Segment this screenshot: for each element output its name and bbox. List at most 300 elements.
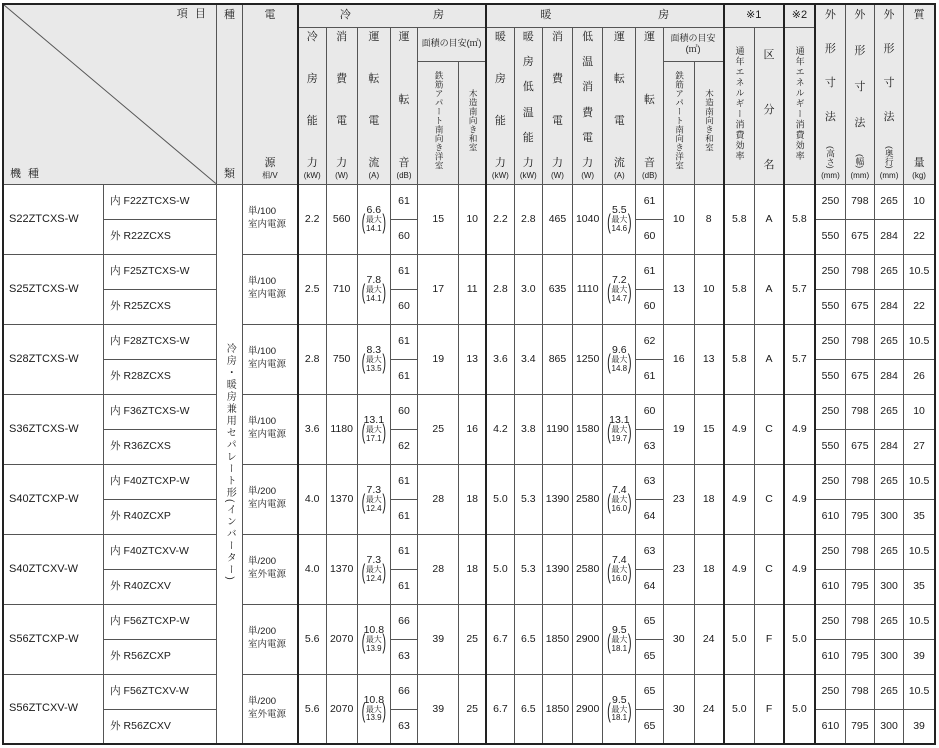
outdoor-unit-name: 外 R56ZCXP [104, 639, 217, 674]
header-class: 区 分 名 [755, 27, 784, 184]
cooling-power: 560 [326, 184, 357, 254]
type-header-label: 種 類 [223, 8, 235, 180]
spec-row-S25ZTCXS-W [3, 254, 935, 289]
header-cooling-area-steel: 鉄筋アパート南向き洋室 [418, 61, 459, 184]
depth-indoor: 265 [874, 464, 903, 499]
corner-model-label: 機 種 [10, 167, 42, 180]
apf1-value: 4.9 [724, 464, 755, 534]
indoor-unit-name: 内 F25ZTCXS-W [104, 254, 217, 289]
cooling-current: 7.8 ( 最大 14.1 ) [357, 254, 390, 324]
cooling-power: 2070 [326, 604, 357, 674]
depth-outdoor: 284 [874, 359, 903, 394]
header-dim-height [815, 4, 845, 184]
mass-outdoor: 35 [904, 499, 935, 534]
depth-outdoor: 284 [874, 219, 903, 254]
apf1-value: 5.0 [724, 674, 755, 744]
spec-table-body [3, 184, 935, 744]
heating-low-capacity: 3.8 [514, 394, 542, 464]
heating-area-wood: 10 [694, 254, 723, 324]
mass-outdoor: 22 [904, 219, 935, 254]
cooling-capacity: 4.0 [298, 534, 326, 604]
heating-noise-top: 61 [636, 254, 663, 289]
height-indoor: 250 [815, 604, 845, 639]
heating-area-wood: 18 [694, 534, 723, 604]
power-source: 単/200 室内電源 [243, 604, 298, 674]
cooling-noise-top: 61 [390, 534, 417, 569]
header-apf2-label: 通年エネルギー消費効率 [784, 27, 815, 184]
header-heating-power: 消 費 電 力 (W) [542, 27, 572, 184]
cooling-area-steel: 17 [418, 254, 459, 324]
cooling-noise-bottom: 60 [390, 219, 417, 254]
cooling-capacity: 4.0 [298, 464, 326, 534]
power-source: 単/200 室内電源 [243, 464, 298, 534]
cooling-capacity: 2.5 [298, 254, 326, 324]
heating-low-capacity: 6.5 [514, 604, 542, 674]
heating-capacity: 5.0 [486, 464, 514, 534]
cooling-noise-bottom: 61 [390, 499, 417, 534]
header-cooling-capacity: 冷 房 能 力 (kW) [298, 27, 326, 184]
depth-outdoor: 300 [874, 639, 903, 674]
heating-low-capacity: 5.3 [514, 534, 542, 604]
cooling-noise-top: 66 [390, 674, 417, 709]
depth-indoor: 265 [874, 324, 903, 359]
cooling-current: 8.3 ( 最大 13.5 ) [357, 324, 390, 394]
cooling-noise-top: 61 [390, 324, 417, 359]
heating-capacity: 4.2 [486, 394, 514, 464]
indoor-unit-name: 内 F36ZTCXS-W [104, 394, 217, 429]
mass-indoor: 10.5 [904, 464, 935, 499]
cooling-noise-bottom: 60 [390, 289, 417, 324]
heating-area-steel: 23 [663, 464, 694, 534]
spec-row-S22ZTCXS-W [3, 184, 935, 219]
header-power [243, 4, 298, 184]
depth-outdoor: 284 [874, 289, 903, 324]
mass-indoor: 10 [904, 394, 935, 429]
width-outdoor: 675 [845, 359, 874, 394]
mass-indoor: 10.5 [904, 534, 935, 569]
cooling-area-steel: 19 [418, 324, 459, 394]
heating-noise-top: 62 [636, 324, 663, 359]
class-value: C [755, 534, 784, 604]
mass-label: 質 量 [913, 8, 925, 169]
model-name: S56ZTCXV-W [3, 674, 104, 744]
mass-outdoor: 35 [904, 569, 935, 604]
height-outdoor: 610 [815, 709, 845, 744]
header-heating-noise: 運 転 音 (dB) [636, 27, 663, 184]
header-cooling-noise: 運 転 音 (dB) [390, 27, 417, 184]
dim-width-unit: (mm) [850, 170, 870, 180]
depth-indoor: 265 [874, 534, 903, 569]
header-mass [904, 4, 935, 184]
dim-depth-unit: (mm) [879, 170, 899, 180]
header-cooling-power: 消 費 電 力 (W) [326, 27, 357, 184]
class-value: C [755, 394, 784, 464]
depth-indoor: 265 [874, 604, 903, 639]
cooling-area-wood: 10 [459, 184, 486, 254]
width-indoor: 798 [845, 464, 874, 499]
cooling-area-steel: 28 [418, 464, 459, 534]
cooling-capacity: 5.6 [298, 674, 326, 744]
cooling-current: 10.8 ( 最大 13.9 ) [357, 674, 390, 744]
cooling-capacity: 3.6 [298, 394, 326, 464]
heating-low-capacity: 5.3 [514, 464, 542, 534]
model-name: S40ZTCXP-W [3, 464, 104, 534]
heating-capacity: 3.6 [486, 324, 514, 394]
apf1-value: 4.9 [724, 394, 755, 464]
width-indoor: 798 [845, 604, 874, 639]
width-outdoor: 795 [845, 569, 874, 604]
power-header-label: 電 源 [264, 8, 276, 169]
heating-noise-bottom: 65 [636, 709, 663, 744]
heating-noise-top: 60 [636, 394, 663, 429]
heating-power: 1850 [542, 674, 572, 744]
height-indoor: 250 [815, 324, 845, 359]
heating-capacity: 2.2 [486, 184, 514, 254]
diagonal-line [4, 5, 216, 184]
dim-depth-label: 外 形 寸 法 (奥行) [883, 8, 895, 169]
cooling-power: 2070 [326, 674, 357, 744]
header-heating-group [486, 4, 723, 27]
cooling-noise-top: 66 [390, 604, 417, 639]
class-value: C [755, 464, 784, 534]
power-source: 単/100 室内電源 [243, 394, 298, 464]
heating-current: 13.1 ( 最大 19.7 ) [603, 394, 636, 464]
spec-row-S40ZTCXP-W [3, 464, 935, 499]
width-indoor: 798 [845, 184, 874, 219]
power-source: 単/200 室外電源 [243, 534, 298, 604]
heating-noise-bottom: 63 [636, 429, 663, 464]
heating-noise-bottom: 64 [636, 569, 663, 604]
height-indoor: 250 [815, 184, 845, 219]
width-outdoor: 795 [845, 639, 874, 674]
heating-low-capacity: 3.4 [514, 324, 542, 394]
dim-width-label: 外 形 寸 法 (幅) [854, 8, 866, 169]
header-heating-capacity: 暖 房 能 力 (kW) [486, 27, 514, 184]
heating-power: 1390 [542, 534, 572, 604]
depth-outdoor: 300 [874, 499, 903, 534]
model-name: S25ZTCXS-W [3, 254, 104, 324]
mass-outdoor: 27 [904, 429, 935, 464]
type-label: 冷房・暖房兼用セパレート形(インバーター) [216, 184, 242, 744]
cooling-area-steel: 15 [418, 184, 459, 254]
heating-capacity: 5.0 [486, 534, 514, 604]
depth-indoor: 265 [874, 394, 903, 429]
header-apf1-mark: ※1 [724, 4, 784, 27]
heating-low-capacity: 2.8 [514, 184, 542, 254]
cooling-power: 1370 [326, 464, 357, 534]
heating-power: 465 [542, 184, 572, 254]
outdoor-unit-name: 外 R40ZCXV [104, 569, 217, 604]
heating-noise-bottom: 60 [636, 289, 663, 324]
apf2-value: 5.0 [784, 674, 815, 744]
depth-indoor: 265 [874, 184, 903, 219]
heating-noise-bottom: 64 [636, 499, 663, 534]
model-name: S22ZTCXS-W [3, 184, 104, 254]
apf1-value: 5.0 [724, 604, 755, 674]
heating-area-steel: 13 [663, 254, 694, 324]
heating-current: 7.4 ( 最大 16.0 ) [603, 534, 636, 604]
model-name: S40ZTCXV-W [3, 534, 104, 604]
heating-low-capacity: 3.0 [514, 254, 542, 324]
outdoor-unit-name: 外 R56ZCXV [104, 709, 217, 744]
depth-outdoor: 300 [874, 569, 903, 604]
cooling-area-steel: 28 [418, 534, 459, 604]
heating-low-power: 1580 [573, 394, 603, 464]
cooling-area-steel: 25 [418, 394, 459, 464]
height-indoor: 250 [815, 464, 845, 499]
mass-outdoor: 26 [904, 359, 935, 394]
heating-area-wood: 13 [694, 324, 723, 394]
height-indoor: 250 [815, 534, 845, 569]
indoor-unit-name: 内 F22ZTCXS-W [104, 184, 217, 219]
cooling-capacity: 2.8 [298, 324, 326, 394]
heating-group-label: 暖 房 [540, 9, 670, 22]
heating-area-steel: 10 [663, 184, 694, 254]
heating-power: 1190 [542, 394, 572, 464]
mass-unit: (kg) [912, 170, 926, 180]
height-indoor: 250 [815, 394, 845, 429]
heating-noise-top: 61 [636, 184, 663, 219]
mass-indoor: 10 [904, 184, 935, 219]
power-source: 単/100 室内電源 [243, 324, 298, 394]
dim-height-label: 外 形 寸 法 (高さ) [824, 8, 836, 169]
header-cooling-group [298, 4, 486, 27]
width-indoor: 798 [845, 394, 874, 429]
cooling-power: 750 [326, 324, 357, 394]
cooling-area-wood: 11 [459, 254, 486, 324]
header-heating-area-wood: 木造南向き和室 [694, 61, 723, 184]
height-outdoor: 610 [815, 639, 845, 674]
heating-current: 5.5 ( 最大 14.6 ) [603, 184, 636, 254]
apf2-value: 5.0 [784, 604, 815, 674]
header-heating-area-steel: 鉄筋アパート南向き洋室 [663, 61, 694, 184]
heating-low-power: 1250 [573, 324, 603, 394]
heating-low-capacity: 6.5 [514, 674, 542, 744]
depth-outdoor: 300 [874, 709, 903, 744]
cooling-power: 1180 [326, 394, 357, 464]
spec-table [2, 3, 936, 745]
mass-indoor: 10.5 [904, 324, 935, 359]
cooling-area-wood: 18 [459, 534, 486, 604]
heating-power: 1390 [542, 464, 572, 534]
cooling-capacity: 2.2 [298, 184, 326, 254]
corner-cell [3, 4, 216, 184]
mass-indoor: 10.5 [904, 254, 935, 289]
mass-indoor: 10.5 [904, 674, 935, 709]
header-cooling-area-wood: 木造南向き和室 [459, 61, 486, 184]
header-cooling-area: 面積の目安(㎡) [418, 27, 486, 61]
heating-area-steel: 23 [663, 534, 694, 604]
header-heating-current: 運 転 電 流 (A) [603, 27, 636, 184]
heating-noise-bottom: 61 [636, 359, 663, 394]
heating-area-wood: 24 [694, 674, 723, 744]
power-source: 単/100 室内電源 [243, 184, 298, 254]
power-source: 単/200 室外電源 [243, 674, 298, 744]
heating-area-wood: 8 [694, 184, 723, 254]
cooling-noise-top: 61 [390, 464, 417, 499]
class-value: A [755, 184, 784, 254]
cooling-noise-bottom: 63 [390, 639, 417, 674]
cooling-noise-top: 61 [390, 184, 417, 219]
heating-capacity: 6.7 [486, 604, 514, 674]
spec-row-S40ZTCXV-W [3, 534, 935, 569]
heating-low-power: 2900 [573, 674, 603, 744]
header-cooling-current: 運 転 電 流 (A) [357, 27, 390, 184]
class-value: A [755, 324, 784, 394]
outdoor-unit-name: 外 R40ZCXP [104, 499, 217, 534]
heating-noise-top: 63 [636, 534, 663, 569]
mass-outdoor: 22 [904, 289, 935, 324]
heating-current: 7.4 ( 最大 16.0 ) [603, 464, 636, 534]
heating-current: 9.6 ( 最大 14.8 ) [603, 324, 636, 394]
depth-indoor: 265 [874, 674, 903, 709]
model-name: S56ZTCXP-W [3, 604, 104, 674]
width-indoor: 798 [845, 324, 874, 359]
cooling-current: 6.6 ( 最大 14.1 ) [357, 184, 390, 254]
outdoor-unit-name: 外 R22ZCXS [104, 219, 217, 254]
cooling-noise-top: 60 [390, 394, 417, 429]
heating-noise-top: 65 [636, 604, 663, 639]
cooling-noise-top: 61 [390, 254, 417, 289]
heating-low-power: 1110 [573, 254, 603, 324]
height-outdoor: 550 [815, 289, 845, 324]
width-outdoor: 795 [845, 709, 874, 744]
cooling-area-steel: 39 [418, 674, 459, 744]
cooling-power: 710 [326, 254, 357, 324]
apf2-value: 5.8 [784, 184, 815, 254]
power-unit-label: 相/V [262, 170, 278, 180]
mass-outdoor: 39 [904, 639, 935, 674]
heating-area-wood: 24 [694, 604, 723, 674]
heating-noise-top: 63 [636, 464, 663, 499]
header-type [216, 4, 242, 184]
heating-area-wood: 18 [694, 464, 723, 534]
apf1-value: 5.8 [724, 254, 755, 324]
width-outdoor: 675 [845, 429, 874, 464]
apf1-value: 4.9 [724, 534, 755, 604]
spec-table-header [3, 4, 935, 184]
cooling-noise-bottom: 61 [390, 569, 417, 604]
cooling-area-steel: 39 [418, 604, 459, 674]
cooling-area-wood: 13 [459, 324, 486, 394]
height-outdoor: 550 [815, 359, 845, 394]
width-outdoor: 675 [845, 289, 874, 324]
cooling-noise-bottom: 63 [390, 709, 417, 744]
indoor-unit-name: 内 F40ZTCXP-W [104, 464, 217, 499]
cooling-area-wood: 16 [459, 394, 486, 464]
height-indoor: 250 [815, 674, 845, 709]
heating-area-steel: 30 [663, 674, 694, 744]
indoor-unit-name: 内 F28ZTCXS-W [104, 324, 217, 359]
width-outdoor: 675 [845, 219, 874, 254]
width-indoor: 798 [845, 674, 874, 709]
heating-power: 1850 [542, 604, 572, 674]
outdoor-unit-name: 外 R28ZCXS [104, 359, 217, 394]
cooling-noise-bottom: 61 [390, 359, 417, 394]
apf2-value: 5.7 [784, 324, 815, 394]
mass-indoor: 10.5 [904, 604, 935, 639]
cooling-noise-bottom: 62 [390, 429, 417, 464]
apf2-value: 4.9 [784, 394, 815, 464]
heating-capacity: 2.8 [486, 254, 514, 324]
header-heating-area: 面積の目安(㎡) [663, 27, 723, 61]
indoor-unit-name: 内 F56ZTCXP-W [104, 604, 217, 639]
height-outdoor: 550 [815, 219, 845, 254]
spec-row-S56ZTCXP-W [3, 604, 935, 639]
height-outdoor: 550 [815, 429, 845, 464]
depth-outdoor: 284 [874, 429, 903, 464]
heating-area-steel: 19 [663, 394, 694, 464]
cooling-current: 7.3 ( 最大 12.4 ) [357, 464, 390, 534]
model-name: S28ZTCXS-W [3, 324, 104, 394]
header-apf2-mark: ※2 [784, 4, 815, 27]
height-indoor: 250 [815, 254, 845, 289]
width-outdoor: 795 [845, 499, 874, 534]
cooling-current: 13.1 ( 最大 17.1 ) [357, 394, 390, 464]
spec-row-S28ZTCXS-W [3, 324, 935, 359]
power-source: 単/100 室内電源 [243, 254, 298, 324]
width-indoor: 798 [845, 534, 874, 569]
cooling-power: 1370 [326, 534, 357, 604]
model-name: S36ZTCXS-W [3, 394, 104, 464]
apf1-value: 5.8 [724, 324, 755, 394]
heating-noise-bottom: 60 [636, 219, 663, 254]
class-value: F [755, 674, 784, 744]
heating-current: 9.5 ( 最大 18.1 ) [603, 674, 636, 744]
cooling-group-label: 冷 房 [339, 9, 444, 22]
heating-noise-top: 65 [636, 674, 663, 709]
heating-current: 7.2 ( 最大 14.7 ) [603, 254, 636, 324]
header-dim-width [845, 4, 874, 184]
spec-row-S56ZTCXV-W [3, 674, 935, 709]
heating-low-power: 2580 [573, 464, 603, 534]
apf2-value: 4.9 [784, 534, 815, 604]
heating-power: 635 [542, 254, 572, 324]
indoor-unit-name: 内 F56ZTCXV-W [104, 674, 217, 709]
heating-current: 9.5 ( 最大 18.1 ) [603, 604, 636, 674]
heating-noise-bottom: 65 [636, 639, 663, 674]
heating-area-steel: 16 [663, 324, 694, 394]
heating-low-power: 2580 [573, 534, 603, 604]
header-heating-low-capacity: 暖 房 低 温 能 力 (kW) [514, 27, 542, 184]
corner-items-label: 項 目 [176, 8, 208, 20]
mass-outdoor: 39 [904, 709, 935, 744]
heating-capacity: 6.7 [486, 674, 514, 744]
depth-indoor: 265 [874, 254, 903, 289]
heating-area-wood: 15 [694, 394, 723, 464]
dim-height-unit: (mm) [821, 170, 840, 180]
outdoor-unit-name: 外 R25ZCXS [104, 289, 217, 324]
cooling-current: 10.8 ( 最大 13.9 ) [357, 604, 390, 674]
spec-row-S36ZTCXS-W [3, 394, 935, 429]
apf1-value: 5.8 [724, 184, 755, 254]
outdoor-unit-name: 外 R36ZCXS [104, 429, 217, 464]
heating-low-power: 2900 [573, 604, 603, 674]
width-indoor: 798 [845, 254, 874, 289]
apf2-value: 5.7 [784, 254, 815, 324]
header-heating-low-power: 低 温 消 費 電 力 (W) [573, 27, 603, 184]
heating-area-steel: 30 [663, 604, 694, 674]
height-outdoor: 610 [815, 499, 845, 534]
heating-low-power: 1040 [573, 184, 603, 254]
header-dim-depth [874, 4, 903, 184]
cooling-capacity: 5.6 [298, 604, 326, 674]
cooling-current: 7.3 ( 最大 12.4 ) [357, 534, 390, 604]
height-outdoor: 610 [815, 569, 845, 604]
header-apf1-label: 通年エネルギー消費効率 [724, 27, 755, 184]
heating-power: 865 [542, 324, 572, 394]
cooling-area-wood: 18 [459, 464, 486, 534]
